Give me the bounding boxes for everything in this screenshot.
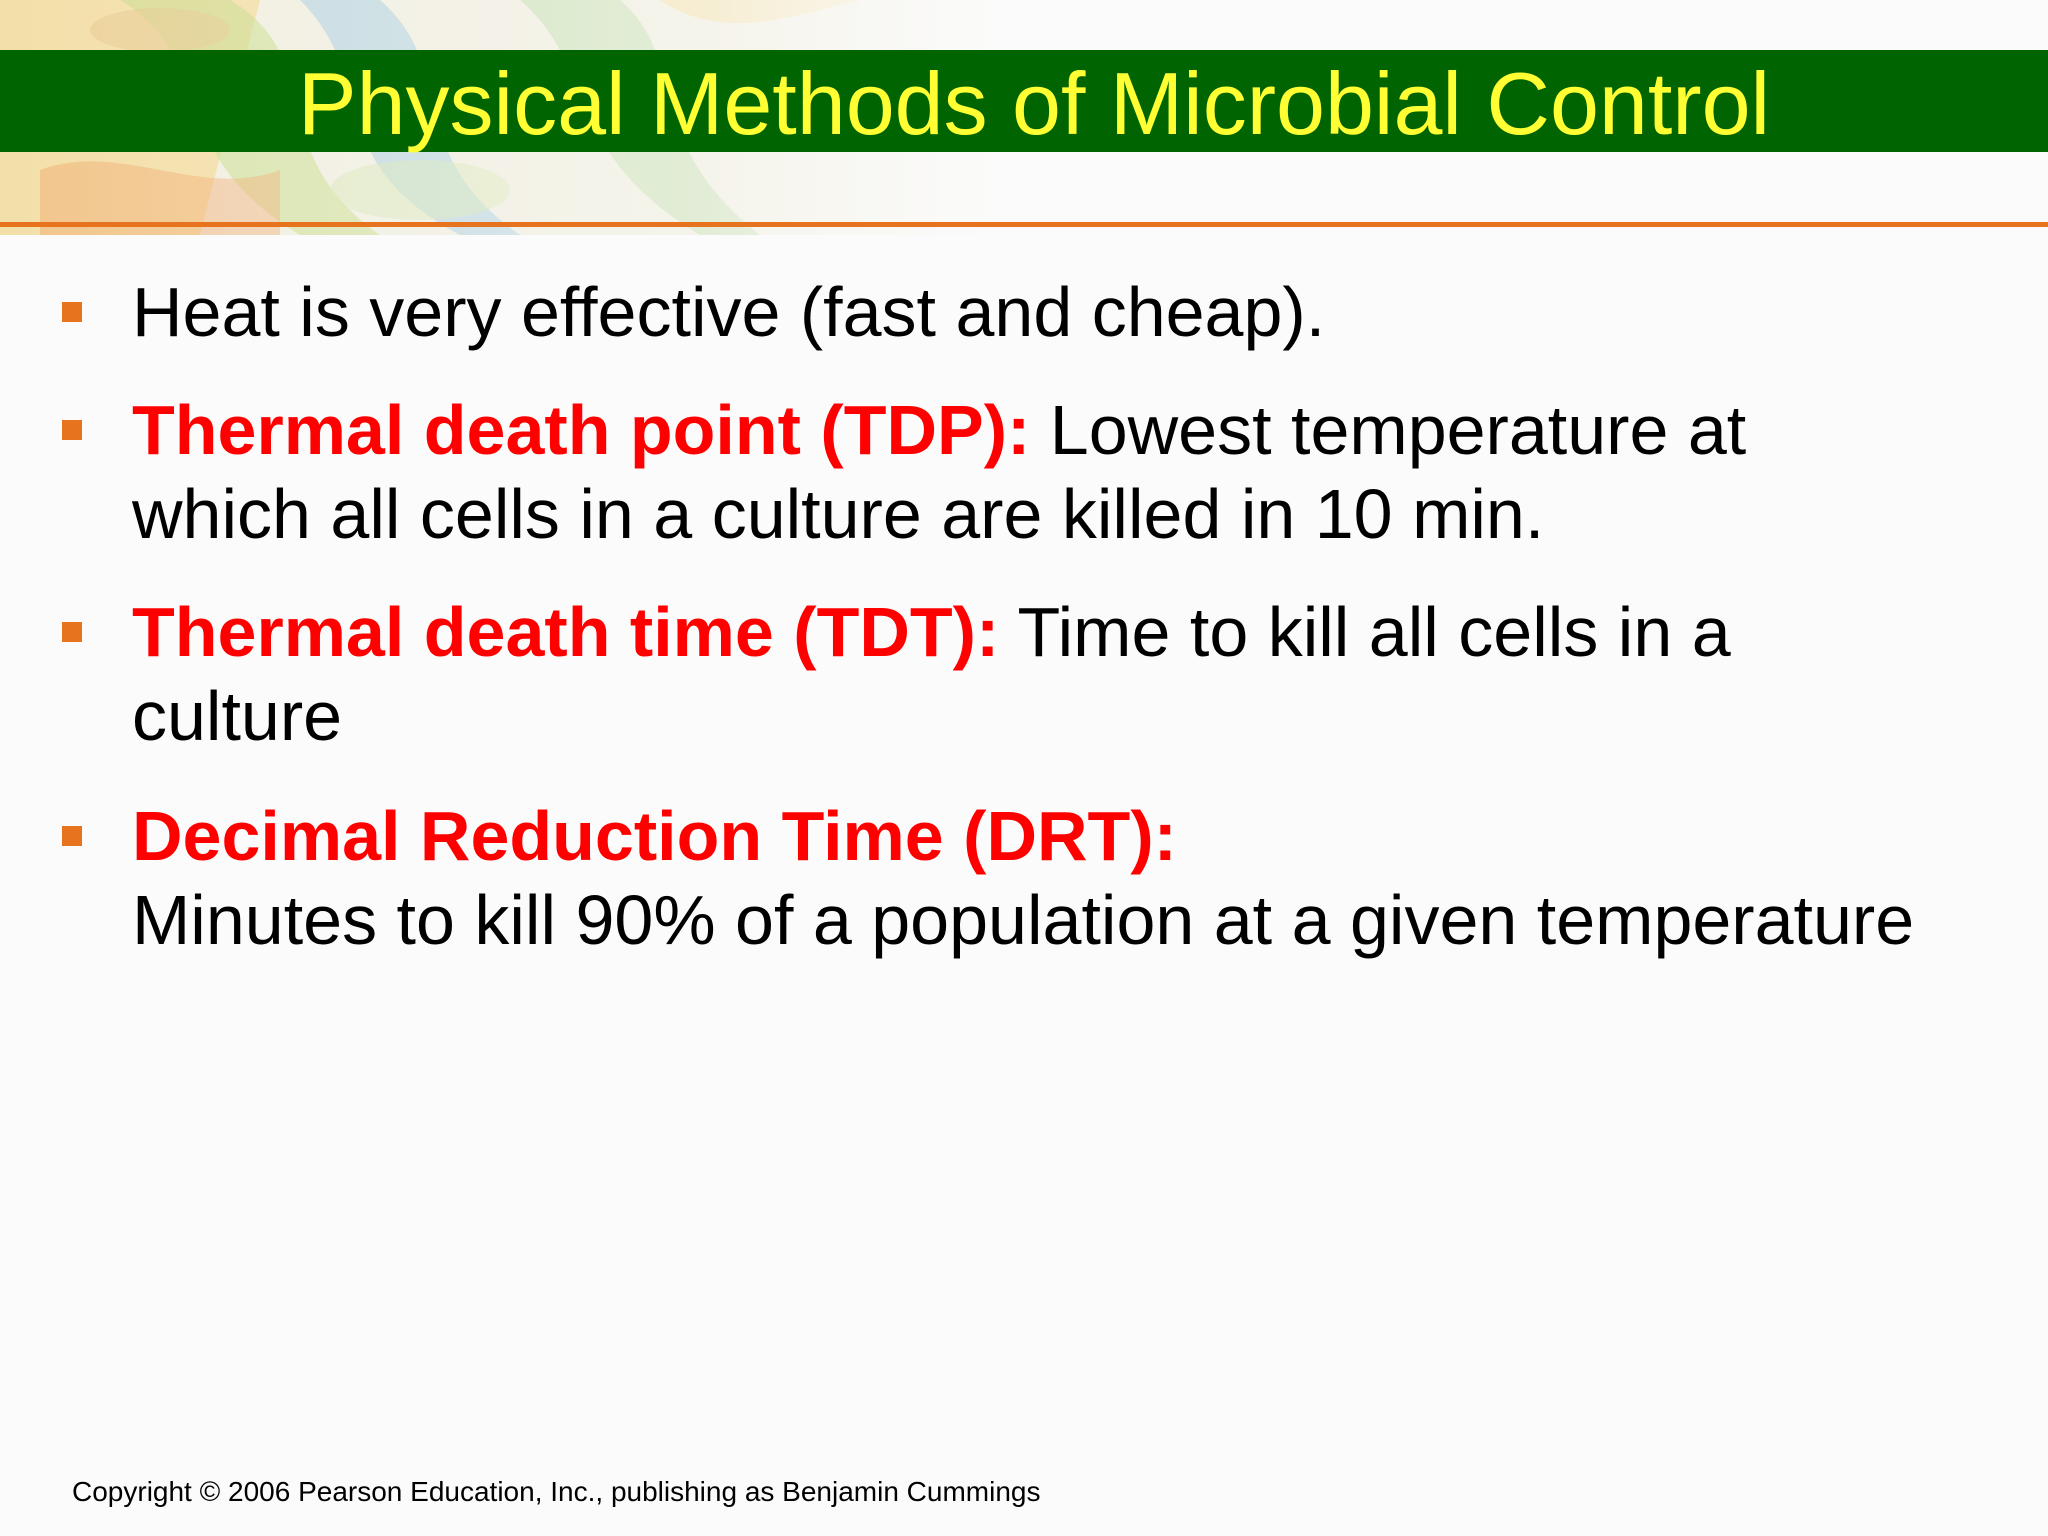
- bullet-text: [132, 388, 1932, 556]
- bullet-term: Decimal Reduction Time (DRT):: [132, 797, 1177, 875]
- bullet-term: Thermal death time (TDT):: [132, 593, 1000, 671]
- bullet-text: [132, 590, 1932, 758]
- title-divider: [0, 222, 2048, 227]
- bullet-body-text: Minutes to kill 90% of a population at a given temperature: [132, 881, 1915, 959]
- slide-title: Physical Methods of Microbial Control: [297, 54, 1771, 153]
- bullet-text: [132, 794, 1932, 962]
- bullet-body-text: Heat is very effective (fast and cheap).: [132, 273, 1326, 351]
- square-bullet-icon: [62, 420, 82, 440]
- square-bullet-icon: [62, 826, 82, 846]
- bullet-body-text: Time to kill all cells in a culture: [132, 593, 1731, 755]
- copyright-footer: Copyright © 2006 Pearson Education, Inc., publishing as Benjamin Cummings: [72, 1476, 1041, 1507]
- bullet-term: Thermal death point (TDP):: [132, 391, 1031, 469]
- bullet-text: [132, 270, 1932, 354]
- square-bullet-icon: [62, 622, 82, 642]
- bullet-body-text: Lowest temperature at which all cells in a culture are killed in 10 min.: [132, 391, 1747, 553]
- square-bullet-icon: [62, 302, 82, 322]
- title-bar: [0, 50, 2048, 152]
